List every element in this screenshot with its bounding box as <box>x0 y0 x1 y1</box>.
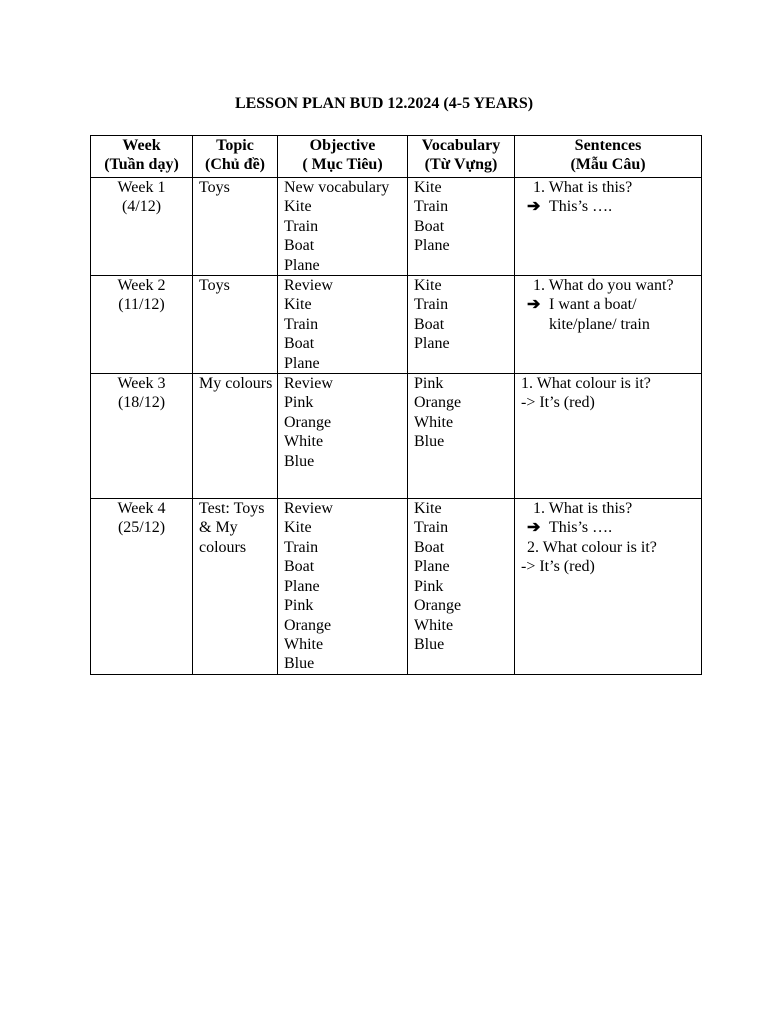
arrow-right-icon: ➔ <box>527 198 541 216</box>
week-cell: Week 2 (11/12) <box>91 276 193 374</box>
page-title: LESSON PLAN BUD 12.2024 (4-5 YEARS) <box>234 95 534 112</box>
week-cell: Week 3 (18/12) <box>91 374 193 499</box>
vocabulary-cell: Kite Train Boat Plane Pink Orange White Blue <box>408 499 515 675</box>
sentences-cell: 1. What is this? ➔ This’s …. 2. What colour is it? -> It’s (red) <box>515 499 702 675</box>
topic-cell: Toys <box>193 276 278 374</box>
table-row <box>91 499 702 675</box>
vocabulary-cell: Kite Train Boat Plane <box>408 276 515 374</box>
table-row <box>91 374 702 499</box>
header-topic: Topic (Chủ đề) <box>193 136 278 178</box>
objective-cell: Review Pink Orange White Blue <box>278 374 408 499</box>
vocabulary-cell: Pink Orange White Blue <box>408 374 515 499</box>
topic-cell: Toys <box>193 178 278 276</box>
lesson-plan-table <box>90 135 702 675</box>
objective-cell: New vocabulary Kite Train Boat Plane <box>278 178 408 276</box>
header-week: Week (Tuần dạy) <box>91 136 193 178</box>
header-objective: Objective ( Mục Tiêu) <box>278 136 408 178</box>
sentences-cell: 1. What colour is it? -> It’s (red) <box>515 374 702 499</box>
week-cell: Week 4 (25/12) <box>91 499 193 675</box>
sentences-cell: 1. What is this? ➔ This’s …. <box>515 178 702 276</box>
arrow-right-icon: ➔ <box>527 519 541 537</box>
week-cell: Week 1 (4/12) <box>91 178 193 276</box>
header-vocabulary: Vocabulary (Từ Vựng) <box>408 136 515 178</box>
table-header-row <box>91 136 702 178</box>
header-sentences: Sentences (Mẫu Câu) <box>515 136 702 178</box>
vocabulary-cell: Kite Train Boat Plane <box>408 178 515 276</box>
sentences-cell: 1. What do you want? ➔ I want a boat/ kite/plane/ train <box>515 276 702 374</box>
objective-cell: Review Kite Train Boat Plane <box>278 276 408 374</box>
topic-cell: Test: Toys & My colours <box>193 499 278 675</box>
table-row <box>91 276 702 374</box>
arrow-right-icon: ➔ <box>527 296 541 314</box>
topic-cell: My colours <box>193 374 278 499</box>
table-row <box>91 178 702 276</box>
objective-cell: Review Kite Train Boat Plane Pink Orange White Blue <box>278 499 408 675</box>
